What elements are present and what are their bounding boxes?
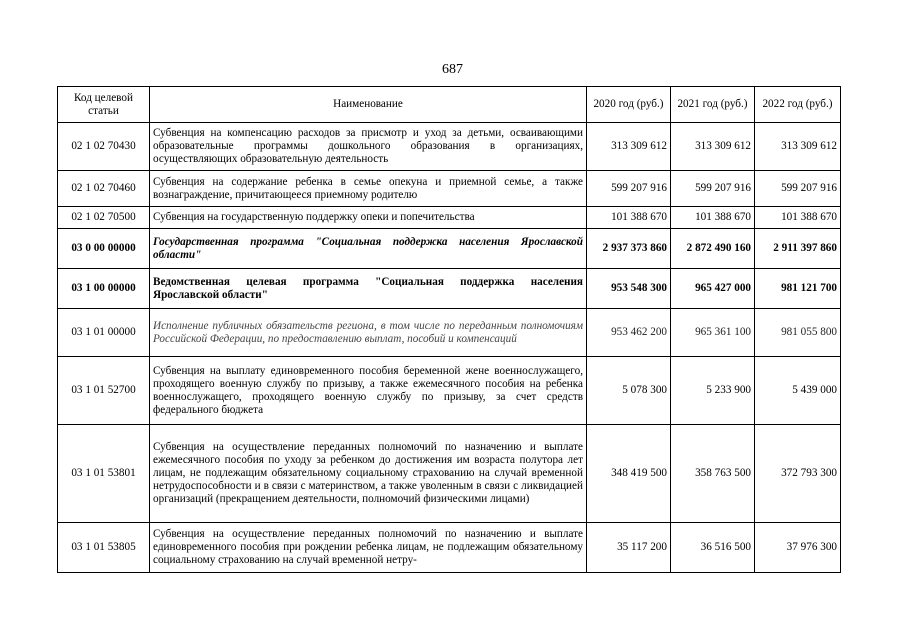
row-2022: 981 055 800 (755, 309, 841, 357)
row-name: Ведомственная целевая программа "Социальная поддержка населения Ярославской области" (150, 269, 587, 309)
row-code: 02 1 02 70430 (58, 123, 150, 171)
table-row (58, 207, 841, 229)
row-name: Субвенция на содержание ребенка в семье опекуна и приемной семье, а также вознаграждение, причитающееся приемному родителю (150, 171, 587, 207)
row-code: 03 1 01 52700 (58, 357, 150, 425)
table-row (58, 425, 841, 523)
row-2022: 5 439 000 (755, 357, 841, 425)
row-name: Субвенция на осуществление переданных полномочий по назначению и выплате единовременного пособия при рождении ребенка лицам, не подлежащим обязательному социальному страхованию на случай временной нетру- (150, 523, 587, 573)
row-code: 03 1 01 53801 (58, 425, 150, 523)
header-2021: 2021 год (руб.) (671, 87, 755, 123)
row-2020: 101 388 670 (587, 207, 671, 229)
row-2022: 372 793 300 (755, 425, 841, 523)
page-number: 687 (442, 62, 463, 77)
row-2022: 2 911 397 860 (755, 229, 841, 269)
row-2020: 348 419 500 (587, 425, 671, 523)
header-name: Наименование (150, 87, 587, 123)
table-row (58, 357, 841, 425)
row-code: 03 1 01 00000 (58, 309, 150, 357)
row-code: 03 0 00 00000 (58, 229, 150, 269)
table-header (58, 87, 841, 123)
table-row (58, 171, 841, 207)
budget-table (57, 86, 841, 573)
header-code: Код целевой статьи (58, 87, 150, 123)
row-name: Исполнение публичных обязательств региона, в том числе по переданным полномочиям Российской Федерации, по предоставлению выплат, пособий и компенсаций (150, 309, 587, 357)
row-2022: 313 309 612 (755, 123, 841, 171)
row-2022: 37 976 300 (755, 523, 841, 573)
row-2020: 599 207 916 (587, 171, 671, 207)
table-row-event (58, 309, 841, 357)
row-2020: 313 309 612 (587, 123, 671, 171)
row-2021: 358 763 500 (671, 425, 755, 523)
table-row (58, 123, 841, 171)
row-2020: 953 462 200 (587, 309, 671, 357)
table-row (58, 523, 841, 573)
row-name: Государственная программа "Социальная поддержка населения Ярославской области" (150, 229, 587, 269)
table-row-program (58, 229, 841, 269)
row-name: Субвенция на выплату единовременного пособия беременной жене военнослужащего, проходящего военную службу по призыву, а также ежемесячного пособия на ребенка военнослужащего, проходящего военную службу по призыву, за счет средств федерального бюджета (150, 357, 587, 425)
row-2021: 36 516 500 (671, 523, 755, 573)
row-code: 03 1 00 00000 (58, 269, 150, 309)
row-code: 03 1 01 53805 (58, 523, 150, 573)
row-2020: 2 937 373 860 (587, 229, 671, 269)
row-2021: 599 207 916 (671, 171, 755, 207)
row-code: 02 1 02 70500 (58, 207, 150, 229)
header-2022: 2022 год (руб.) (755, 87, 841, 123)
row-2020: 35 117 200 (587, 523, 671, 573)
row-2021: 313 309 612 (671, 123, 755, 171)
row-2022: 101 388 670 (755, 207, 841, 229)
row-name: Субвенция на компенсацию расходов за присмотр и уход за детьми, осваивающими образовательные программы дошкольного образования в организациях, осуществляющих образовательную деятельность (150, 123, 587, 171)
row-2021: 2 872 490 160 (671, 229, 755, 269)
table-row-subprogram (58, 269, 841, 309)
row-name: Субвенция на государственную поддержку опеки и попечительства (150, 207, 587, 229)
row-code: 02 1 02 70460 (58, 171, 150, 207)
row-2020: 953 548 300 (587, 269, 671, 309)
row-2021: 5 233 900 (671, 357, 755, 425)
header-2020: 2020 год (руб.) (587, 87, 671, 123)
row-2022: 981 121 700 (755, 269, 841, 309)
row-2021: 965 427 000 (671, 269, 755, 309)
row-name: Субвенция на осуществление переданных полномочий по назначению и выплате ежемесячного пособия по уходу за ребенком до достижения им возраста полутора лет лицам, не подлежащим обязательному социальному страхованию на случай временной нетрудоспособности и в связи с материнством, а также уволенным в связи с ликвидацией организаций (прекращением деятельности, полномочий физическими лицами) (150, 425, 587, 523)
row-2021: 101 388 670 (671, 207, 755, 229)
row-2021: 965 361 100 (671, 309, 755, 357)
row-2022: 599 207 916 (755, 171, 841, 207)
row-2020: 5 078 300 (587, 357, 671, 425)
